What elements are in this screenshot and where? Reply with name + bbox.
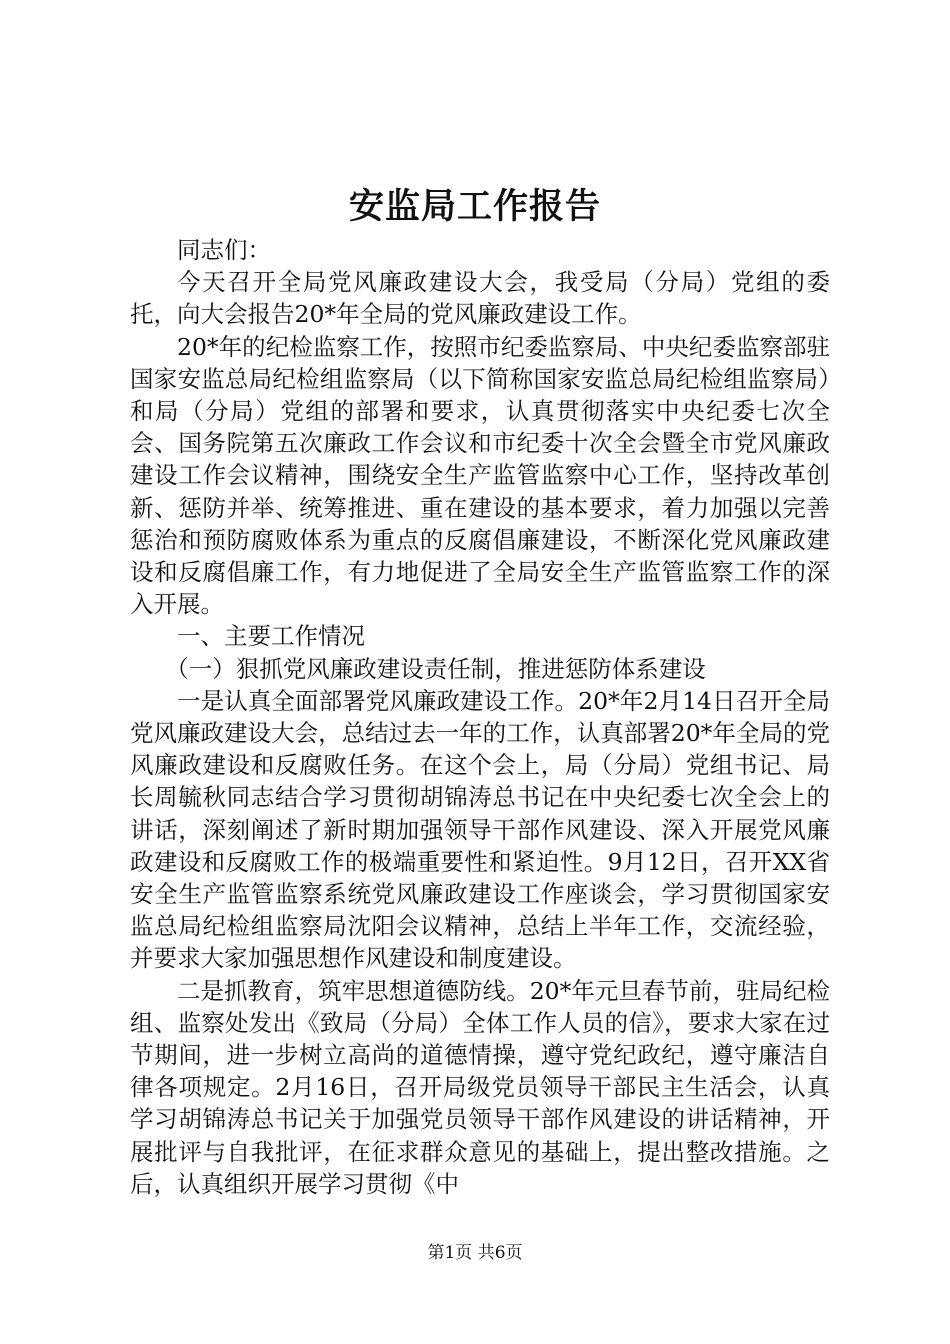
salutation: 同志们：: [177, 236, 271, 264]
page-footer: 第1页 共6页: [427, 1243, 523, 1263]
paragraph: 今天召开全局党风廉政建设大会，我受局（分局）党组的委托，向大会报告20*年全局的党风廉政建设工作。: [130, 268, 830, 329]
document-body: [130, 234, 830, 1200]
section-heading: 一、主要工作情况: [177, 622, 365, 651]
paragraph: 20*年的纪检监察工作，按照市纪委监察局、中央纪委监察部驻国家安监总局纪检组监察局（以下简称国家安监总局纪检组监察局）和局（分局）党组的部署和要求，认真贯彻落实中央纪委七次全会、国务院第五次廉政工作会议和市纪委十次全会暨全市党风廉政建设工作会议精神，围绕安全生产监管监察中心工作，坚持改革创新、惩防并举、统筹推进、重在建设的基本要求，着力加强以完善惩治和预防腐败体系为重点的反腐倡廉建设，不断深化党风廉政建设和反腐倡廉工作，有力地促进了全局安全生产监管监察工作的深入开展。: [130, 332, 830, 619]
subsection-heading: （一）狠抓党风廉政建设责任制，推进惩防体系建设: [165, 654, 706, 683]
document-title: 安监局工作报告: [348, 186, 601, 227]
paragraph: 二是抓教育，筑牢思想道德防线。20*年元旦春节前，驻局纪检组、监察处发出《致局（分局）全体工作人员的信》，要求大家在过节期间，进一步树立高尚的道德情操，遵守党纪政纪，遵守廉洁自律各项规定。2月16日，召开局级党员领导干部民主生活会，认真学习胡锦涛总书记关于加强党员领导干部作风建设的讲话精神，开展批评与自我批评，在征求群众意见的基础上，提出整改措施。之后，认真组织开展学习贯彻《中: [130, 976, 830, 1198]
paragraph: 一是认真全面部署党风廉政建设工作。20*年2月14日召开全局党风廉政建设大会，总结过去一年的工作，认真部署20*年全局的党风廉政建设和反腐败任务。在这个会上，局（分局）党组书记、局长周毓秋同志结合学习贯彻胡锦涛总书记在中央纪委七次全会上的讲话，深刻阐述了新时期加强领导干部作风建设、深入开展党风廉政建设和反腐败工作的极端重要性和紧迫性。9月12日，召开XX省安全生产监管监察系统党风廉政建设工作座谈会，学习贯彻国家安监总局纪检组监察局沈阳会议精神，总结上半年工作，交流经验，并要求大家加强思想作风建设和制度建设。: [130, 686, 830, 973]
